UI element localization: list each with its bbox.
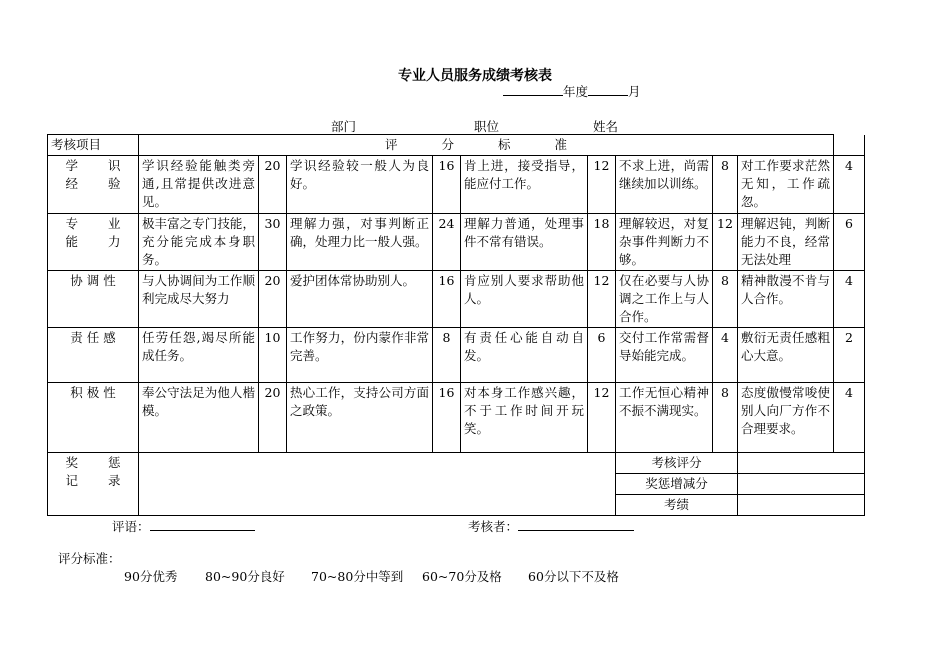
criteria-cell: 热心工作，支持公司方面之政策。 bbox=[287, 383, 433, 453]
comment-line bbox=[112, 517, 255, 535]
page-title: 专业人员服务成绩考核表 bbox=[398, 68, 552, 84]
criteria-cell: 理解力普通，处理事件不常有错误。 bbox=[461, 214, 588, 271]
criteria-cell: 不求上进，尚需继续加以训练。 bbox=[616, 156, 713, 214]
score-cell: 12 bbox=[713, 214, 738, 271]
score-cell: 4 bbox=[834, 271, 865, 328]
comment-blank[interactable] bbox=[150, 518, 255, 531]
criteria-cell: 学识经验较一般人为良好。 bbox=[287, 156, 433, 214]
score-cell: 8 bbox=[713, 156, 738, 214]
criteria-cell: 学识经验能触类旁通,且常提供改进意见。 bbox=[139, 156, 259, 214]
table-row bbox=[48, 156, 865, 214]
score-cell: 8 bbox=[713, 271, 738, 328]
criteria-cell: 肯应别人要求帮助他人。 bbox=[461, 271, 588, 328]
score-cell: 16 bbox=[433, 383, 461, 453]
reviewer-line bbox=[468, 517, 634, 535]
score-cell: 10 bbox=[259, 328, 287, 383]
reward-label-cell: 奖 惩 记 录 bbox=[48, 453, 139, 516]
criteria-cell: 爱护团体常协助别人。 bbox=[287, 271, 433, 328]
year-blank[interactable] bbox=[503, 83, 563, 96]
score-cell: 12 bbox=[588, 271, 616, 328]
score-cell: 12 bbox=[588, 156, 616, 214]
item-cell: 协调性 bbox=[48, 271, 139, 328]
criteria-cell: 工作无恒心精神不振不满现实。 bbox=[616, 383, 713, 453]
year-label: 年度 bbox=[563, 84, 589, 99]
criteria-cell: 奉公守法足为他人楷模。 bbox=[139, 383, 259, 453]
score-cell: 6 bbox=[834, 214, 865, 271]
criteria-cell: 对本身工作感兴趣，不于工作时间开玩笑。 bbox=[461, 383, 588, 453]
period-line bbox=[503, 82, 641, 100]
score-cell: 8 bbox=[713, 383, 738, 453]
criteria-cell: 态度傲慢常唆使别人向厂方作不合理要求。 bbox=[738, 383, 834, 453]
score-cell: 16 bbox=[433, 271, 461, 328]
assessment-score-label: 考核评分 bbox=[616, 453, 738, 474]
score-cell: 2 bbox=[834, 328, 865, 383]
final-grade-value[interactable] bbox=[738, 495, 865, 516]
assessment-table bbox=[47, 134, 865, 516]
adjustment-label: 奖惩增减分 bbox=[616, 474, 738, 495]
adjustment-value[interactable] bbox=[738, 474, 865, 495]
item-cell: 积极性 bbox=[48, 383, 139, 453]
reviewer-label: 考核者： bbox=[468, 519, 519, 534]
score-cell: 30 bbox=[259, 214, 287, 271]
item-cell: 专 业 能 力 bbox=[48, 214, 139, 271]
table-row bbox=[48, 214, 865, 271]
position-label: 职位 bbox=[474, 119, 500, 134]
criteria-item: 60分以下不及格 bbox=[528, 569, 619, 584]
final-grade-label: 考绩 bbox=[616, 495, 738, 516]
criteria-cell: 有责任心能自动自发。 bbox=[461, 328, 588, 383]
score-cell: 12 bbox=[588, 383, 616, 453]
criteria-cell: 工作努力，份内蒙作非常完善。 bbox=[287, 328, 433, 383]
score-cell: 4 bbox=[834, 156, 865, 214]
criteria-cell: 理解力强，对事判断正确，处理力比一般人强。 bbox=[287, 214, 433, 271]
table-row bbox=[48, 328, 865, 383]
criteria-cell: 仅在必要与人协调之工作上与人合作。 bbox=[616, 271, 713, 328]
header-item-cell: 考核项目 bbox=[48, 135, 139, 156]
table-row bbox=[48, 271, 865, 328]
score-cell: 18 bbox=[588, 214, 616, 271]
score-cell: 20 bbox=[259, 156, 287, 214]
table-row bbox=[48, 383, 865, 453]
score-cell: 20 bbox=[259, 271, 287, 328]
name-label: 姓名 bbox=[593, 119, 619, 134]
header-standard-cell: 评 分 标 准 bbox=[139, 135, 834, 156]
criteria-cell: 精神散漫不肯与人合作。 bbox=[738, 271, 834, 328]
score-cell: 8 bbox=[433, 328, 461, 383]
criteria-cell: 任劳任怨,竭尽所能成任务。 bbox=[139, 328, 259, 383]
criteria-cell: 交付工作常需督导始能完成。 bbox=[616, 328, 713, 383]
criteria-cell: 与人协调间为工作顺利完成尽大努力 bbox=[139, 271, 259, 328]
criteria-cell: 敷衍无责任感粗心大意。 bbox=[738, 328, 834, 383]
criteria-item: 60~70分及格 bbox=[422, 569, 502, 584]
criteria-cell: 理解迟钝，判断能力不良，经常无法处理 bbox=[738, 214, 834, 271]
criteria-cell: 肯上进，接受指导，能应付工作。 bbox=[461, 156, 588, 214]
criteria-item: 80~90分良好 bbox=[205, 569, 285, 584]
criteria-item: 70~80分中等到 bbox=[311, 569, 404, 584]
criteria-label: 评分标准： bbox=[58, 551, 121, 566]
criteria-item: 90分优秀 bbox=[124, 569, 178, 584]
score-cell: 16 bbox=[433, 156, 461, 214]
score-cell: 20 bbox=[259, 383, 287, 453]
score-cell: 24 bbox=[433, 214, 461, 271]
comment-label: 评语： bbox=[112, 519, 150, 534]
score-cell: 6 bbox=[588, 328, 616, 383]
reward-record-area[interactable] bbox=[139, 453, 616, 516]
month-label: 月 bbox=[628, 84, 641, 99]
item-cell: 学 识 经 验 bbox=[48, 156, 139, 214]
reward-row bbox=[48, 453, 865, 474]
assessment-score-value[interactable] bbox=[738, 453, 865, 474]
score-cell: 4 bbox=[834, 383, 865, 453]
month-blank[interactable] bbox=[588, 83, 628, 96]
score-cell: 4 bbox=[713, 328, 738, 383]
header-row bbox=[48, 135, 865, 156]
item-cell: 责任感 bbox=[48, 328, 139, 383]
dept-label: 部门 bbox=[331, 119, 357, 134]
reviewer-blank[interactable] bbox=[518, 518, 634, 531]
criteria-cell: 理解较迟，对复杂事件判断力不够。 bbox=[616, 214, 713, 271]
criteria-cell: 对工作要求茫然无知，工作疏忽。 bbox=[738, 156, 834, 214]
criteria-cell: 极丰富之专门技能，充分能完成本身职务。 bbox=[139, 214, 259, 271]
